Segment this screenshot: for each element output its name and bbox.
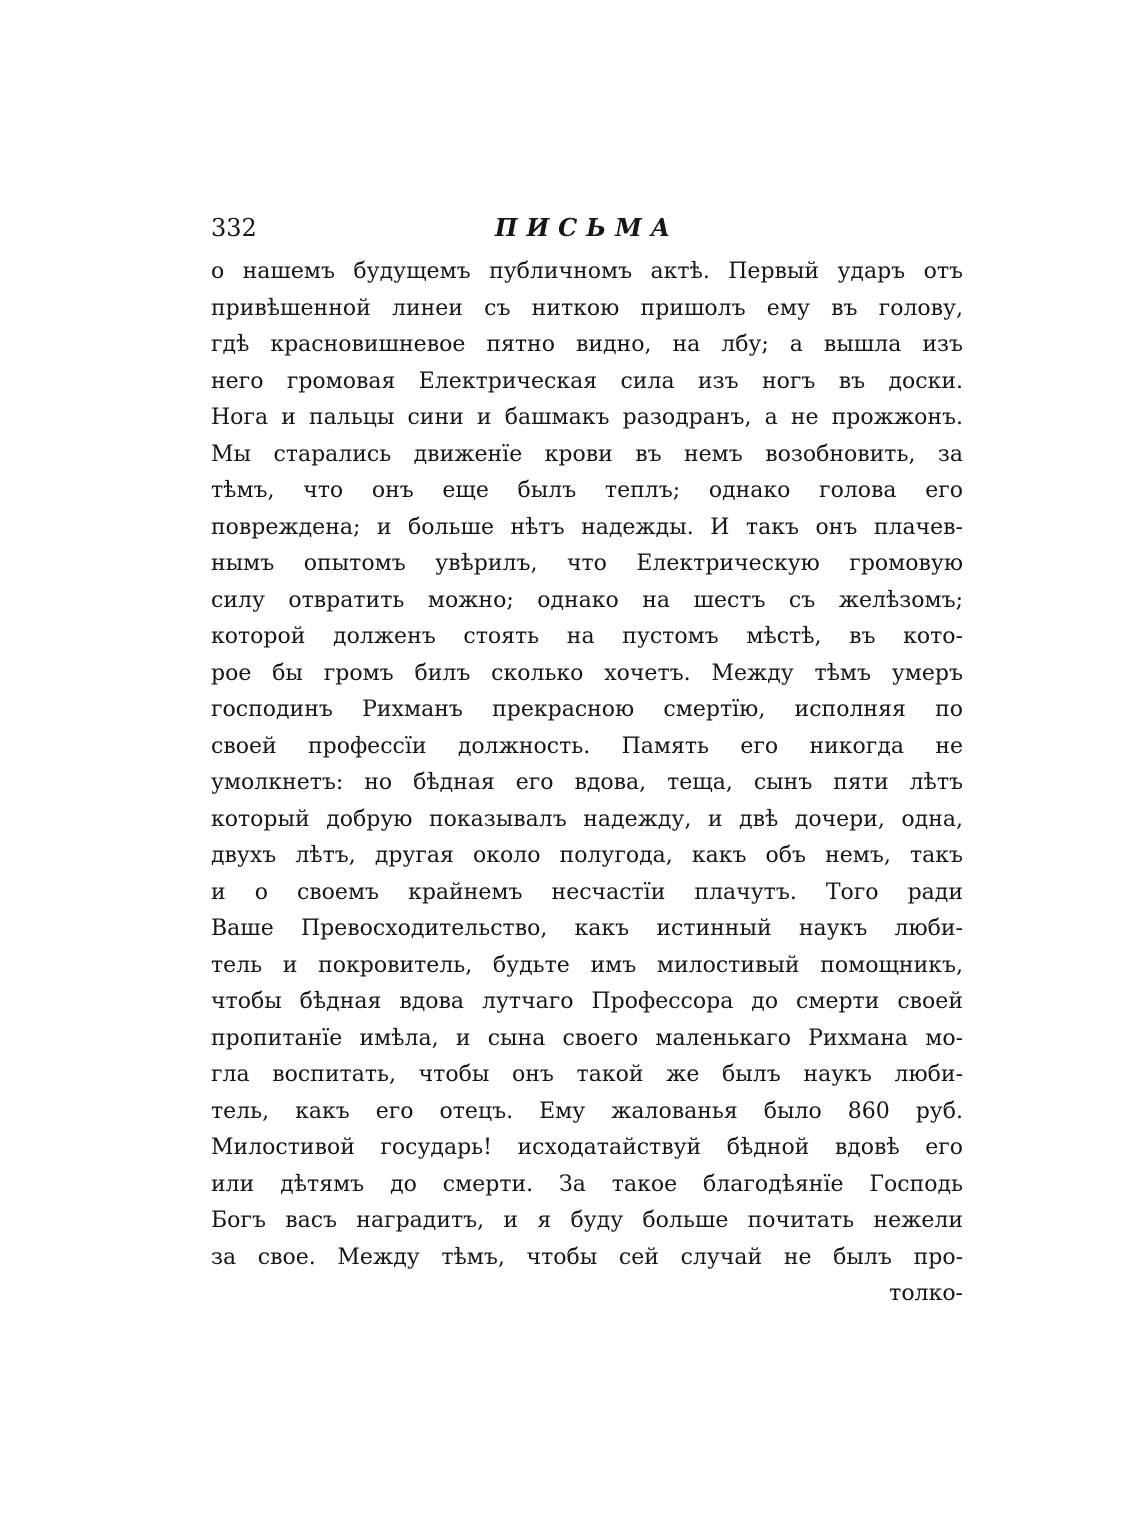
running-title: ПИСЬМА bbox=[494, 213, 680, 242]
text-line: или дѣтямъ до смерти. За такое благодѣянїе Господь bbox=[211, 1171, 963, 1197]
text-line: силу отвратить можно; однако на шестъ съ желѣзомъ; bbox=[211, 587, 963, 613]
text-line: чтобы бѣдная вдова лутчаго Профессора до смерти своей bbox=[211, 989, 963, 1014]
text-line: который добрую показывалъ надежду, и двѣ дочери, одна, bbox=[211, 806, 963, 832]
text-line: умолкнетъ: но бѣдная его вдова, теща, сынъ пяти лѣтъ bbox=[211, 770, 963, 795]
text-line: господинъ Рихманъ прекрасною смертїю, исполняя по bbox=[211, 697, 963, 722]
text-line: Нога и пальцы сини и башмакъ разодранъ, а не прожжонъ. bbox=[211, 405, 963, 430]
page-number: 332 bbox=[211, 214, 257, 242]
text-line: тель, какъ его отецъ. Ему жалованья было 860 руб. bbox=[211, 1098, 963, 1124]
text-line: Мы старались движенїе крови въ немъ возобновить, за bbox=[211, 441, 963, 467]
text-line: повреждена; и больше нѣтъ надежды. И такъ онъ плачев- bbox=[211, 514, 963, 540]
text-line: Милостивой государь! исходатайствуй бѣдной вдовѣ его bbox=[211, 1135, 963, 1160]
text-line: рое бы громъ билъ сколько хочетъ. Между тѣмъ умеръ bbox=[211, 660, 963, 686]
page-header bbox=[211, 208, 963, 248]
text-line: тель и покровитель, будьте имъ милостивый помощникъ, bbox=[211, 952, 963, 978]
text-line: пропитанїе имѣла, и сына своего маленькаго Рихмана мо- bbox=[211, 1025, 963, 1051]
text-line: гдѣ красновишневое пятно видно, на лбу; а вышла изъ bbox=[211, 332, 963, 357]
text-line: о нашемъ будущемъ публичномъ актѣ. Первый ударъ отъ bbox=[211, 259, 963, 284]
text-line: гла воспитать, чтобы онъ такой же былъ наукъ люби- bbox=[211, 1062, 963, 1087]
text-line: Ваше Превосходительство, какъ истинный наукъ люби- bbox=[211, 916, 963, 941]
text-line: и о своемъ крайнемъ несчастїи плачутъ. Того ради bbox=[211, 879, 963, 905]
body-text bbox=[211, 254, 963, 1313]
text-line: своей профессїи должность. Память его никогда не bbox=[211, 733, 963, 759]
text-line: которой долженъ стоять на пустомъ мѣстѣ, въ кото- bbox=[211, 624, 963, 649]
text-line: привѣшенной линеи съ ниткою пришолъ ему въ голову, bbox=[211, 295, 963, 321]
text-line: за свое. Между тѣмъ, чтобы сей случай не былъ про- bbox=[211, 1244, 963, 1270]
text-line: него громовая Електрическая сила изъ ногъ въ доски. bbox=[211, 368, 963, 394]
text-line: тѣмъ, что онъ еще былъ теплъ; однако голова его bbox=[211, 478, 963, 503]
text-line: Богъ васъ наградитъ, и я буду больше почитать нежели bbox=[211, 1208, 963, 1233]
text-line: двухъ лѣтъ, другая около полугода, какъ объ немъ, такъ bbox=[211, 843, 963, 868]
catchword: толко- bbox=[889, 1281, 963, 1306]
text-line: нымъ опытомъ увѣрилъ, что Електрическую громовую bbox=[211, 551, 963, 576]
